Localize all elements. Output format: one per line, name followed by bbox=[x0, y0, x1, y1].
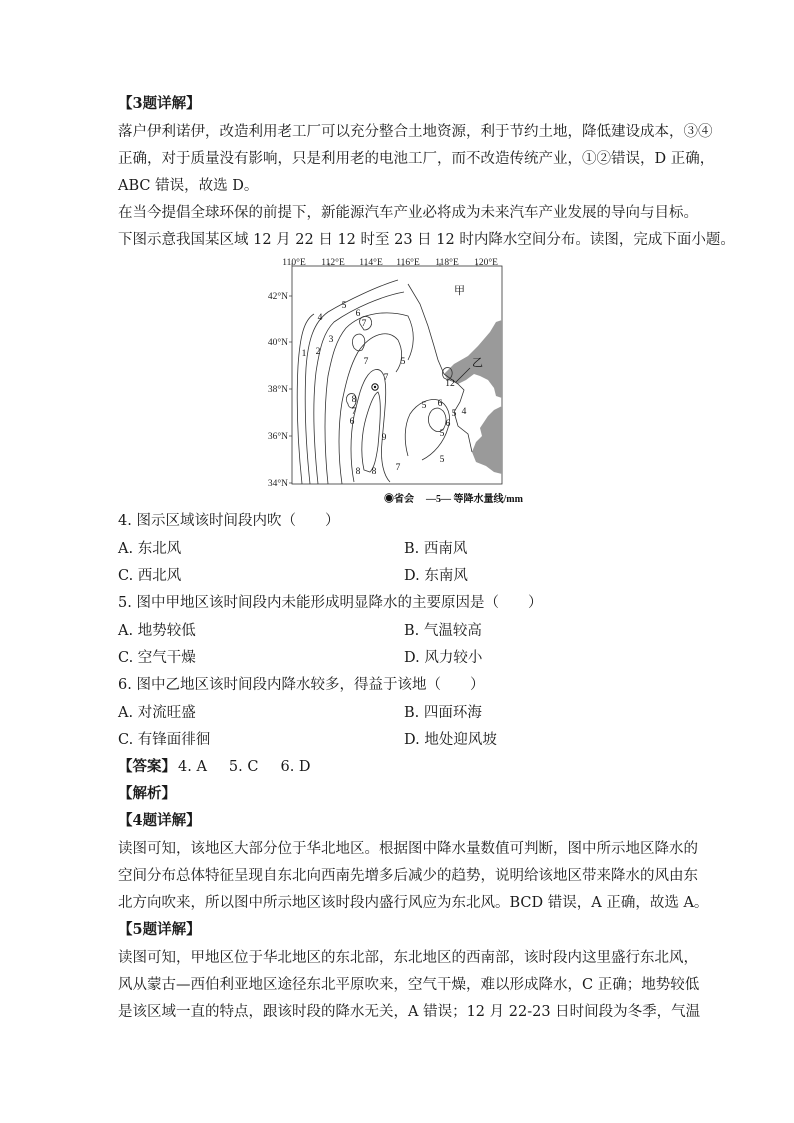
capital-marker bbox=[372, 384, 378, 390]
answer-label: 【答案】 bbox=[118, 758, 176, 775]
option-c: C. 有锋面徘徊 bbox=[118, 732, 211, 748]
svg-text:6: 6 bbox=[355, 309, 361, 319]
paragraph-line: 是该区域一直的特点，跟该时段的降水无关，A 错误；12 月 22-23 日时间段为冬季，气温 bbox=[118, 1004, 701, 1020]
paragraph-line: 下图示意我国某区域 12 月 22 日 12 时至 23 日 12 时内降水空间分布。读图，完成下面小题。 bbox=[118, 232, 735, 248]
svg-text:6: 6 bbox=[437, 399, 443, 409]
lat-label: 40°N bbox=[267, 338, 288, 348]
svg-text:8: 8 bbox=[371, 467, 377, 477]
svg-text:5: 5 bbox=[439, 429, 445, 439]
option-d: D. 地处迎风坡 bbox=[404, 732, 497, 748]
section-4-heading: 【4题详解】 bbox=[118, 812, 201, 829]
lon-label: 114°E bbox=[359, 258, 383, 268]
svg-text:12: 12 bbox=[445, 379, 455, 389]
question-4-stem: 4. 图示区域该时间段内吹（ ） bbox=[118, 513, 340, 529]
paragraph-line: 正确，对于质量没有影响，只是利用老的电池工厂，而不改造传统产业，①②错误，D 正确， bbox=[118, 151, 715, 167]
paragraph-line: 在当今提倡全球环保的前提下，新能源汽车产业必将成为未来汽车产业发展的导向与目标。 bbox=[118, 205, 698, 221]
lon-label: 116°E bbox=[396, 258, 420, 268]
svg-text:7: 7 bbox=[363, 357, 369, 367]
lat-label: 38°N bbox=[267, 385, 288, 395]
option-a: A. 东北风 bbox=[118, 541, 182, 557]
option-b: B. 西南风 bbox=[404, 541, 468, 557]
svg-text:3: 3 bbox=[328, 335, 334, 345]
lat-label: 34°N bbox=[267, 479, 288, 489]
precipitation-map bbox=[258, 256, 523, 506]
lon-label: 110°E bbox=[282, 258, 306, 268]
legend-isoline: —5— 等降水量线/mm bbox=[426, 494, 523, 505]
svg-text:8: 8 bbox=[355, 467, 361, 477]
section-3-heading: 【3题详解】 bbox=[118, 95, 201, 112]
label-jia: 甲 bbox=[454, 285, 465, 297]
option-b: B. 气温较高 bbox=[404, 623, 482, 639]
lon-label: 118°E bbox=[435, 258, 459, 268]
answer-line bbox=[118, 757, 333, 777]
answer-item: 5. C bbox=[228, 759, 259, 775]
paragraph-line: 空间分布总体特征呈现自东北向西南先增多后减少的趋势，说明给该地区带来降水的风由东 bbox=[118, 868, 698, 884]
svg-text:5: 5 bbox=[421, 401, 427, 411]
svg-text:1: 1 bbox=[301, 349, 307, 359]
svg-text:7: 7 bbox=[361, 319, 367, 329]
option-a: A. 地势较低 bbox=[118, 623, 196, 639]
legend-capital: ◉省会 bbox=[384, 494, 414, 505]
svg-text:4: 4 bbox=[317, 313, 323, 323]
answer-item: 6. D bbox=[280, 759, 311, 775]
question-6-stem: 6. 图中乙地区该时间段内降水较多，得益于该地（ ） bbox=[118, 677, 485, 693]
option-b: B. 四面环海 bbox=[404, 705, 482, 721]
paragraph-line: 读图可知，该地区大部分位于华北地区。根据图中降水量数值可判断，图中所示地区降水的 bbox=[118, 841, 698, 857]
option-d: D. 风力较小 bbox=[404, 650, 483, 666]
option-c: C. 空气干燥 bbox=[118, 650, 196, 666]
section-5-heading: 【5题详解】 bbox=[118, 921, 201, 938]
svg-text:7: 7 bbox=[351, 407, 357, 417]
svg-text:6: 6 bbox=[349, 417, 355, 427]
analysis-heading: 【解析】 bbox=[118, 785, 176, 802]
option-c: C. 西北风 bbox=[118, 568, 182, 584]
svg-text:5: 5 bbox=[439, 455, 445, 465]
lat-label: 36°N bbox=[267, 432, 288, 442]
option-a: A. 对流旺盛 bbox=[118, 705, 196, 721]
svg-text:2: 2 bbox=[315, 347, 321, 357]
svg-text:7: 7 bbox=[383, 373, 389, 383]
svg-text:5: 5 bbox=[451, 409, 457, 419]
paragraph-line: 北方向吹来，所以图中所示地区该时段内盛行风应为东北风。BCD 错误，A 正确，故选 A。 bbox=[118, 895, 709, 911]
answer-item: 4. A bbox=[178, 759, 207, 775]
svg-text:5: 5 bbox=[341, 301, 347, 311]
option-d: D. 东南风 bbox=[404, 568, 468, 584]
svg-text:4: 4 bbox=[461, 407, 467, 417]
label-yi: 乙 bbox=[472, 357, 483, 369]
paragraph-line: 落户伊利诺伊，改造利用老工厂可以充分整合土地资源，利于节约土地，降低建设成本，③④ bbox=[118, 124, 713, 140]
question-5-stem: 5. 图中甲地区该时间段内未能形成明显降水的主要原因是（ ） bbox=[118, 595, 543, 611]
lon-label: 112°E bbox=[321, 258, 345, 268]
lon-label: 120°E bbox=[474, 258, 498, 268]
paragraph-line: 读图可知，甲地区位于华北地区的东北部，东北地区的西南部，该时段内这里盛行东北风， bbox=[118, 950, 698, 966]
svg-text:6: 6 bbox=[445, 419, 451, 429]
paragraph-line: ABC 错误，故选 D。 bbox=[118, 178, 259, 194]
svg-text:7: 7 bbox=[395, 463, 401, 473]
svg-text:8: 8 bbox=[351, 395, 357, 405]
svg-text:9: 9 bbox=[381, 433, 387, 443]
lat-label: 42°N bbox=[267, 292, 288, 302]
paragraph-line: 风从蒙古—西伯利亚地区途径东北平原吹来，空气干燥，难以形成降水，C 正确；地势较低 bbox=[118, 977, 700, 993]
svg-text:5: 5 bbox=[400, 357, 406, 367]
